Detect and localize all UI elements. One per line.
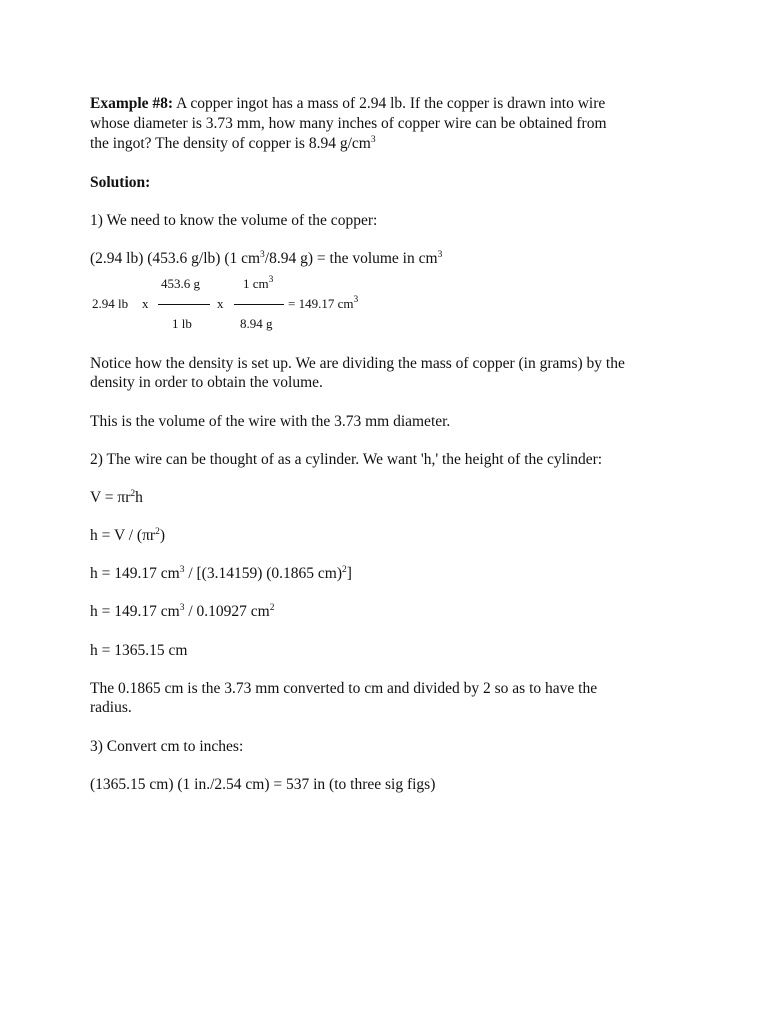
step2-eq3-sup1: 3	[179, 565, 185, 575]
step1-eq-sup2: 3	[437, 250, 443, 260]
fraction-numerator-2-sup: 3	[268, 275, 274, 285]
solution-heading	[90, 173, 150, 192]
step1-eq-mid: /8.94 g) = the volume in cm	[264, 250, 438, 267]
step2-equation-2	[90, 526, 165, 545]
step1-eq-pre: (2.94 lb) (453.6 g/lb) (1 cm	[90, 250, 261, 267]
step2-eq1-sup: 2	[130, 489, 136, 499]
fraction-times-1: x	[142, 296, 149, 311]
problem-line-2: whose diameter is 3.73 mm, how many inches of copper wire can be obtained from	[90, 115, 607, 132]
fraction-denominator-2: 8.94 g	[240, 316, 273, 331]
step3-heading: 3) Convert cm to inches:	[90, 738, 244, 755]
fraction-result-text: = 149.17 cm	[288, 296, 354, 311]
step2-note-line-2: radius.	[90, 699, 132, 716]
problem-line-3	[90, 134, 376, 153]
step2-equation-5: h = 1365.15 cm	[90, 642, 188, 659]
step2-eq2-pre: h = V / (πr	[90, 527, 156, 544]
step2-eq2-post: )	[159, 527, 166, 544]
step1-heading: 1) We need to know the volume of the copper:	[90, 212, 378, 229]
step1-eq-sup1: 3	[260, 250, 265, 260]
step2-equation-1	[90, 488, 143, 507]
step2-eq3-mid: / [(3.14159) (0.1865 cm)	[184, 565, 342, 582]
step2-equation-3	[90, 564, 352, 583]
step2-eq1-post: h	[135, 489, 143, 506]
step2-eq4-pre: h = 149.17 cm	[90, 603, 180, 620]
solution-heading-text: Solution:	[90, 174, 151, 191]
step1-note-line-2: density in order to obtain the volume.	[90, 374, 323, 391]
fraction-lead: 2.94 lb	[92, 296, 129, 311]
problem-text-1: A copper ingot has a mass of 2.94 lb. If the copper is drawn into wire	[173, 95, 606, 112]
fraction-numerator-2-text: 1 cm	[243, 276, 269, 291]
step2-eq3-pre: h = 149.17 cm	[90, 565, 180, 582]
fraction-numerator-2	[243, 276, 273, 292]
step3-equation: (1365.15 cm) (1 in./2.54 cm) = 537 in (to three sig figs)	[90, 776, 436, 793]
problem-label: Example #8:	[90, 95, 174, 112]
step2-eq3-sup2: 2	[342, 565, 347, 575]
step2-eq2-sup: 2	[155, 527, 160, 537]
problem-sup: 3	[370, 135, 376, 145]
step2-note-line-1: The 0.1865 cm is the 3.73 mm converted to cm and divided by 2 so as to have the	[90, 680, 598, 697]
step2-eq4-sup2: 2	[269, 603, 275, 613]
fraction-times-2: x	[217, 296, 224, 311]
fraction-bar-1	[158, 304, 210, 305]
step1-fraction-equation	[90, 276, 450, 338]
step1-inline-equation	[90, 249, 442, 268]
step2-heading: 2) The wire can be thought of as a cylinder. We want 'h,' the height of the cylinder:	[90, 451, 603, 468]
step2-eq3-post: ]	[346, 565, 352, 582]
fraction-bar-2	[234, 304, 284, 305]
step2-equation-4	[90, 602, 274, 621]
fraction-result	[288, 296, 358, 312]
step1-note-line-1: Notice how the density is set up. We are dividing the mass of copper (in grams) by the	[90, 355, 625, 372]
problem-text-3: the ingot? The density of copper is 8.94 g/cm	[90, 135, 371, 152]
step2-eq1-pre: V = πr	[90, 489, 131, 506]
problem-line-1	[90, 94, 605, 113]
step2-eq4-mid: / 0.10927 cm	[184, 603, 270, 620]
step1-note-2: This is the volume of the wire with the 3.73 mm diameter.	[90, 413, 451, 430]
fraction-result-sup: 3	[353, 295, 359, 305]
step2-eq4-sup1: 3	[179, 603, 185, 613]
fraction-numerator-1: 453.6 g	[161, 276, 200, 291]
fraction-denominator-1: 1 lb	[172, 316, 192, 331]
